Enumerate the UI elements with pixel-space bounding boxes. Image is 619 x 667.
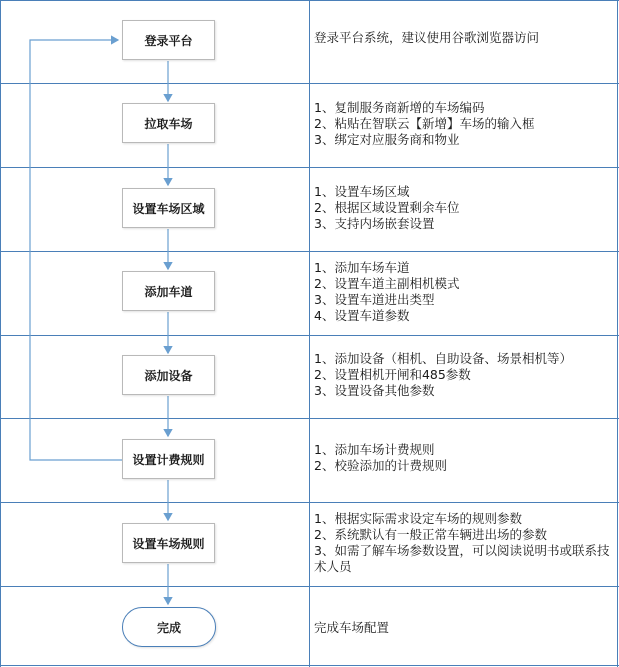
desc-done: [314, 620, 614, 636]
step-add-lane: 添加车道: [122, 271, 215, 311]
step-parking-rules: 设置车场规则: [122, 523, 215, 563]
desc-line: 2、系统默认有一般正常车辆进出场的参数: [314, 527, 547, 542]
desc-line: 完成车场配置: [314, 620, 390, 635]
desc-line: 2、校验添加的计费规则: [314, 458, 447, 473]
desc-add-device: [314, 351, 614, 399]
desc-billing-rules: [314, 442, 614, 474]
loop-back-arrow: [30, 40, 122, 460]
desc-line: 3、支持内场嵌套设置: [314, 216, 435, 231]
desc-line: 3、绑定对应服务商和物业: [314, 132, 460, 147]
desc-line: 4、设置车道参数: [314, 308, 410, 323]
step-pull-parking: 拉取车场: [122, 103, 215, 143]
step-billing-rules: 设置计费规则: [122, 439, 215, 479]
step-add-device: 添加设备: [122, 355, 215, 395]
step-login: 登录平台: [122, 20, 215, 60]
desc-line: 3、如需了解车场参数设置，可以阅读说明书或联系技术人员: [314, 543, 610, 574]
desc-line: 登录平台系统，建议使用谷歌浏览器访问: [314, 30, 540, 45]
desc-line: 1、复制服务商新增的车场编码: [314, 100, 485, 115]
desc-add-lane: [314, 260, 614, 324]
desc-line: 2、设置相机开闸和485参数: [314, 367, 471, 382]
desc-line: 3、设置设备其他参数: [314, 383, 435, 398]
desc-line: 2、粘贴在智联云【新增】车场的输入框: [314, 116, 535, 131]
desc-line: 1、根据实际需求设定车场的规则参数: [314, 511, 522, 526]
desc-set-area: [314, 184, 614, 232]
desc-pull-parking: [314, 100, 614, 148]
desc-login: [314, 30, 614, 46]
desc-line: 2、设置车道主副相机模式: [314, 276, 460, 291]
step-done: 完成: [122, 607, 216, 647]
desc-line: 1、设置车场区域: [314, 184, 410, 199]
desc-line: 3、设置车道进出类型: [314, 292, 435, 307]
desc-line: 1、添加设备（相机、自助设备、场景相机等）: [314, 351, 572, 366]
step-set-area: 设置车场区域: [122, 188, 215, 228]
desc-line: 1、添加车场车道: [314, 260, 410, 275]
desc-parking-rules: [314, 511, 612, 575]
desc-line: 2、根据区域设置剩余车位: [314, 200, 460, 215]
desc-line: 1、添加车场计费规则: [314, 442, 435, 457]
